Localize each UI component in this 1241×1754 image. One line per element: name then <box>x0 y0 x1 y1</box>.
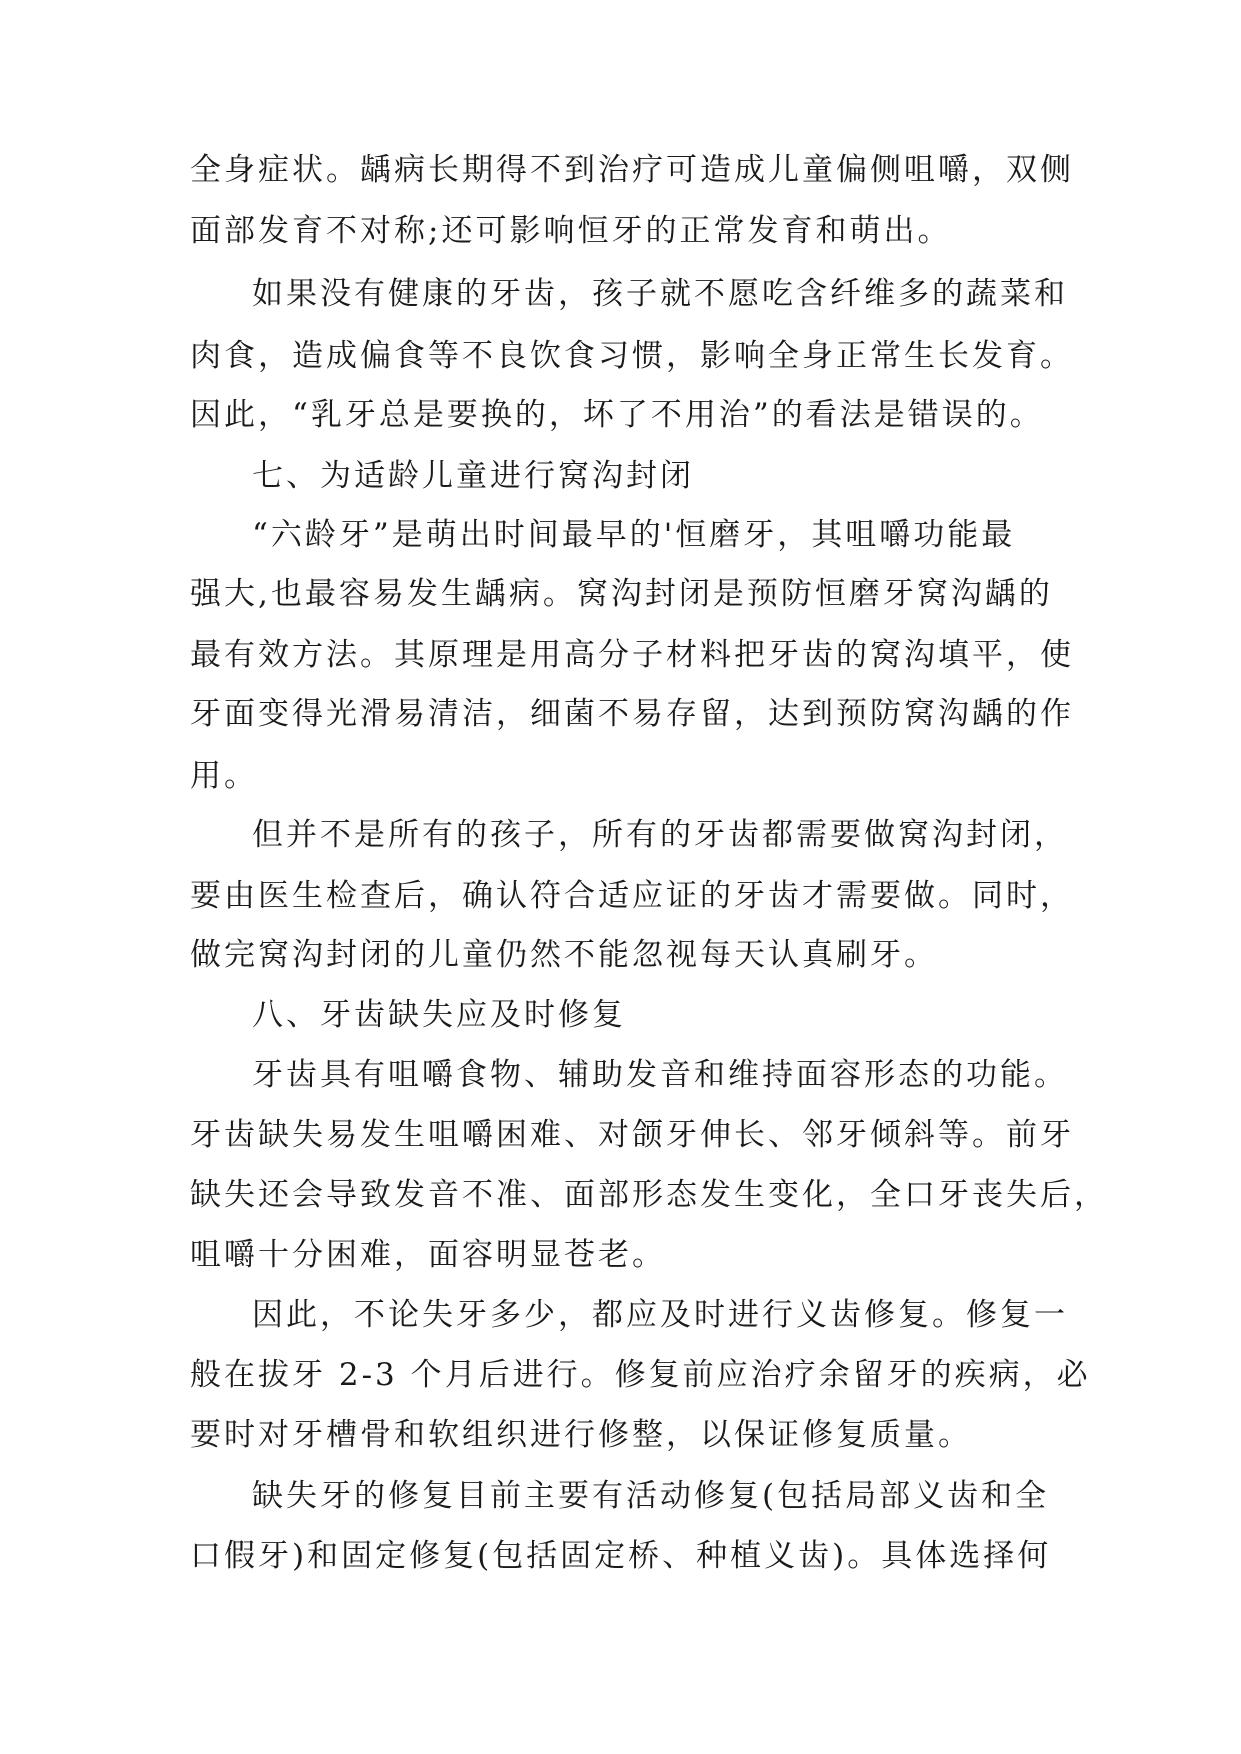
text-line-18: 缺失还会导致发音不准、面部形态发生变化，全口牙丧失后， <box>190 1177 1108 1213</box>
text-line-2: 面部发育不对称;还可影响恒牙的正常发育和萌出。 <box>190 213 952 249</box>
text-line-10: 牙面变得光滑易清洁，细菌不易存留，达到预防窝沟龋的作 <box>190 696 1074 732</box>
text-line-19: 咀嚼十分困难，面容明显苍老。 <box>190 1237 666 1273</box>
section-heading-7: 七、为适龄儿童进行窝沟封闭 <box>252 458 694 494</box>
paragraph-start: 但并不是所有的孩子，所有的牙齿都需要做窝沟封闭， <box>252 817 1068 853</box>
paragraph-start: 缺失牙的修复目前主要有活动修复(包括局部义齿和全 <box>252 1478 1050 1514</box>
section-heading-8: 八、牙齿缺失应及时修复 <box>252 997 626 1033</box>
paragraph-start: “六龄牙”是萌出时间最早的'恒磨牙，其咀嚼功能最 <box>252 517 1016 553</box>
text-line-21: 般在拔牙 2-3 个月后进行。修复前应治疗余留牙的疾病，必 <box>190 1357 1091 1393</box>
text-line-17: 牙齿缺失易发生咀嚼困难、对颌牙伸长、邻牙倾斜等。前牙 <box>190 1117 1074 1153</box>
text-line-24: 口假牙)和固定修复(包括固定桥、种植义齿)。具体选择何 <box>190 1538 1052 1574</box>
text-line-8: 强大,也最容易发生龋病。窝沟封闭是预防恒磨牙窝沟龋的 <box>190 576 1053 612</box>
text-line-4: 肉食，造成偏食等不良饮食习惯，影响全身正常生长发育。 <box>190 338 1074 374</box>
text-line-13: 要由医生检查后，确认符合适应证的牙齿才需要做。同时， <box>190 878 1074 914</box>
text-line-22: 要时对牙槽骨和软组织进行修整，以保证修复质量。 <box>190 1417 972 1453</box>
text-line-11: 用。 <box>190 758 258 794</box>
paragraph-start: 牙齿具有咀嚼食物、辅助发音和维持面容形态的功能。 <box>252 1057 1068 1093</box>
text-line-9: 最有效方法。其原理是用高分子材料把牙齿的窝沟填平，使 <box>190 637 1074 673</box>
paragraph-start: 因此，不论失牙多少，都应及时进行义齿修复。修复一 <box>252 1297 1068 1333</box>
text-line-5: 因此，“乳牙总是要换的，坏了不用治”的看法是错误的。 <box>190 397 1044 433</box>
paragraph-start: 如果没有健康的牙齿，孩子就不愿吃含纤维多的蔬菜和 <box>252 276 1068 312</box>
text-line-1: 全身症状。龋病长期得不到治疗可造成儿童偏侧咀嚼，双侧 <box>190 152 1074 188</box>
text-line-14: 做完窝沟封闭的儿童仍然不能忽视每天认真刷牙。 <box>190 937 938 973</box>
